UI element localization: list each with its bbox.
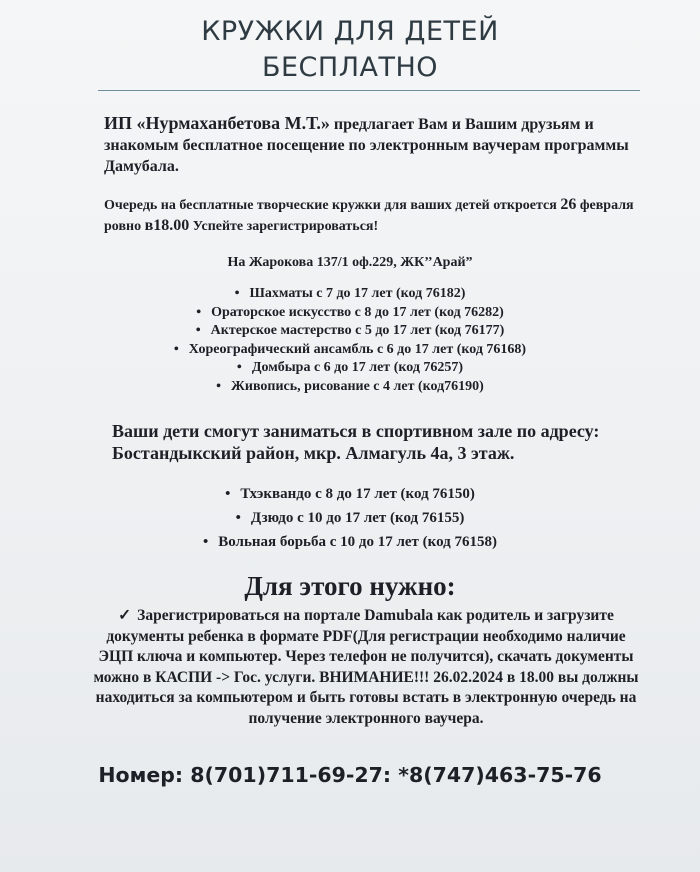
title-divider [98, 90, 640, 91]
list-item: • Вольная борьба с 10 до 17 лет (код 76158) [40, 530, 660, 554]
bullet-icon: • [216, 378, 222, 394]
intro-paragraph [104, 113, 660, 177]
bullet-icon: • [202, 534, 209, 550]
bullet-icon: • [196, 304, 202, 320]
contact-phone: Номер: 8(701)711-69-27: *8(747)463-75-76 [98, 763, 602, 787]
queue-announcement [104, 195, 660, 237]
bullet-icon: • [173, 341, 179, 357]
list-item: • Актерское мастерство с 5 до 17 лет (код 76177) [40, 322, 660, 341]
queue-tail: Успейте зарегистрироваться! [192, 219, 379, 234]
sports-intro: Ваши дети смогут заниматься в спортивном зале по адресу: Бостандыкский район, мкр. Алмагуль 4а, 3 этаж. [112, 421, 600, 463]
creative-course-list [40, 285, 660, 396]
requirements-text [92, 606, 640, 729]
flyer-title-line2: БЕСПЛАТНО [261, 52, 439, 83]
list-item: • Домбыра с 6 до 17 лет (код 76257) [40, 359, 660, 378]
list-item: • Хореографический ансамбль с 6 до 17 лет (код 76168) [40, 341, 660, 360]
queue-date-rest: февраля ровно [104, 198, 634, 234]
checkmark-icon: ✓ [118, 607, 132, 624]
list-item: • Шахматы с 7 до 17 лет (код 76182) [40, 285, 660, 304]
queue-date: 26 [560, 196, 577, 213]
queue-lead: Очередь на бесплатные творческие кружки для ваших детей откроется [104, 198, 557, 213]
list-item: • Живопись, рисование с 4 лет (код76190) [40, 378, 660, 397]
sport-course-list [40, 482, 660, 554]
bullet-icon: • [195, 323, 201, 338]
queue-time: в18.00 [144, 217, 190, 234]
requirements-body: Зарегистрироваться на портале Damubala как родитель и загрузите документы ребенка в формате PDF(Для регистрации необходимо наличие ЭЦП ключа и компьютер. Через телефон не получится), скачать документы можно в КАСПИ -> Гос. услуги. ВНИМАНИЕ!!! 26.02.2024 в 18.00 вы должны находиться за компьютером и быть готовы встать в электронную очередь на получение электронного ваучера. [93, 607, 639, 727]
bullet-icon: • [236, 360, 242, 375]
bullet-icon: • [225, 486, 231, 502]
list-item: • Тхэквандо с 8 до 17 лет (код 76150) [40, 482, 660, 506]
flyer-title-line1: КРУЖКИ ДЛЯ ДЕТЕЙ [201, 16, 499, 47]
bullet-icon: • [234, 286, 240, 301]
intro-text: предлагает Вам и Вашим друзьям и знакомым бесплатное посещение по электронным ваучерам программы Дамубала. [104, 116, 629, 175]
list-item: • Дзюдо с 10 до 17 лет (код 76155) [40, 506, 660, 530]
requirements-heading: Для этого нужно: [244, 571, 456, 601]
bullet-icon: • [235, 510, 241, 526]
organization-name: ИП «Нурмаханбетова М.Т.» [104, 113, 330, 133]
venue-address: На Жарокова 137/1 оф.229, ЖК’’Арай” [227, 255, 473, 270]
list-item: • Ораторское искусство с 8 до 17 лет (код 76282) [40, 304, 660, 323]
